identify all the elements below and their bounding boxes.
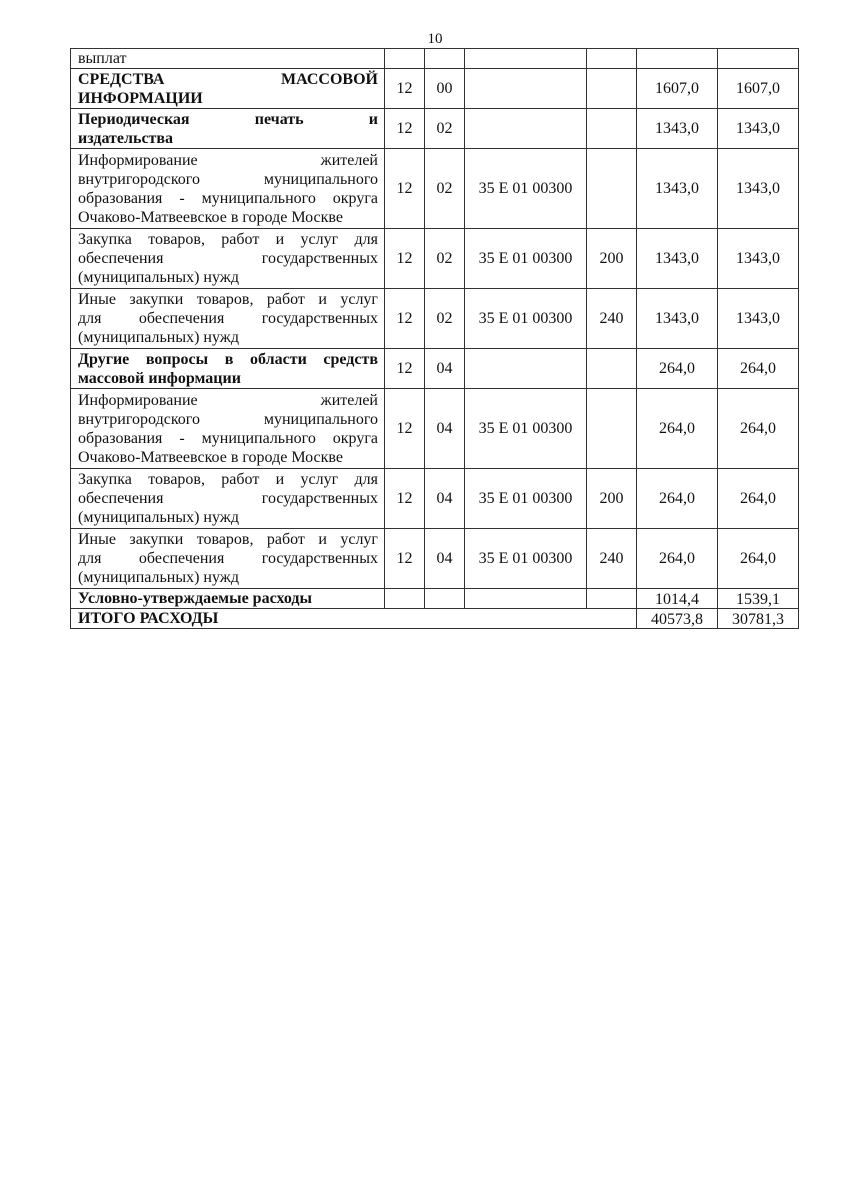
row-name-line: (муниципальных) нужд	[78, 509, 239, 526]
row-name-line: издательства	[78, 129, 174, 147]
subsection-code-cell: 00	[425, 69, 465, 109]
amount-year2-cell: 264,0	[718, 389, 799, 469]
section-code-cell	[385, 589, 425, 609]
amount-year1-cell: 1343,0	[637, 229, 718, 289]
row-name-line: (муниципальных) нужд	[78, 329, 239, 346]
section-code-cell: 12	[385, 389, 425, 469]
row-name-line: Периодическая печать и	[78, 110, 378, 128]
target-article-cell: 35 Е 01 00300	[465, 229, 587, 289]
table-row	[71, 529, 799, 589]
target-article-cell	[465, 349, 587, 389]
subsection-code-cell: 04	[425, 469, 465, 529]
budget-table	[70, 48, 799, 629]
row-name-line: внутригородского муниципального	[78, 170, 378, 188]
row-name-line: Закупка товаров, работ и услуг для	[78, 471, 378, 488]
amount-year2-cell: 1539,1	[718, 589, 799, 609]
row-name-cell	[71, 69, 385, 109]
table-row	[71, 389, 799, 469]
amount-year2-cell: 1607,0	[718, 69, 799, 109]
row-name-line: обеспечения государственных	[78, 250, 378, 267]
row-name-line: Очаково-Матвеевское в городе Москве	[78, 208, 343, 226]
total-label: ИТОГО РАСХОДЫ	[71, 609, 637, 629]
amount-year1-cell: 1343,0	[637, 109, 718, 149]
row-name-cell	[71, 49, 385, 69]
table-row	[71, 589, 799, 609]
row-name-cell	[71, 469, 385, 529]
expense-type-cell	[587, 149, 637, 229]
expense-type-cell	[587, 389, 637, 469]
expense-type-cell: 200	[587, 469, 637, 529]
table-row	[71, 109, 799, 149]
row-name-line: для обеспечения государственных	[78, 550, 378, 567]
section-code-cell: 12	[385, 469, 425, 529]
amount-year2-cell	[718, 49, 799, 69]
expense-type-cell: 200	[587, 229, 637, 289]
row-name-line: СРЕДСТВА МАССОВОЙ	[78, 70, 378, 88]
row-name-line: Очаково-Матвеевское в городе Москве	[78, 448, 343, 466]
total-year2-cell: 30781,3	[718, 609, 799, 629]
amount-year2-cell: 264,0	[718, 349, 799, 389]
row-name-cell	[71, 529, 385, 589]
expense-type-cell: 240	[587, 289, 637, 349]
target-article-cell: 35 Е 01 00300	[465, 529, 587, 589]
row-name-line: ИНФОРМАЦИИ	[78, 89, 203, 107]
row-name-line: (муниципальных) нужд	[78, 569, 239, 586]
subsection-code-cell: 02	[425, 109, 465, 149]
expense-type-cell	[587, 69, 637, 109]
amount-year2-cell: 1343,0	[718, 109, 799, 149]
section-code-cell: 12	[385, 349, 425, 389]
section-code-cell: 12	[385, 529, 425, 589]
table-row	[71, 69, 799, 109]
expense-type-cell: 240	[587, 529, 637, 589]
section-code-cell: 12	[385, 109, 425, 149]
row-name-cell	[71, 289, 385, 349]
row-name-line: массовой информации	[78, 369, 241, 387]
section-code-cell: 12	[385, 149, 425, 229]
table-row	[71, 289, 799, 349]
amount-year2-cell: 264,0	[718, 469, 799, 529]
amount-year1-cell: 264,0	[637, 389, 718, 469]
row-name-cell	[71, 149, 385, 229]
target-article-cell: 35 Е 01 00300	[465, 469, 587, 529]
subsection-code-cell: 02	[425, 229, 465, 289]
amount-year2-cell: 1343,0	[718, 289, 799, 349]
budget-table-body	[71, 49, 799, 629]
amount-year1-cell: 1014,4	[637, 589, 718, 609]
row-name-cell	[71, 349, 385, 389]
expense-type-cell	[587, 349, 637, 389]
amount-year1-cell: 264,0	[637, 349, 718, 389]
subsection-code-cell: 04	[425, 389, 465, 469]
target-article-cell	[465, 69, 587, 109]
amount-year1-cell: 1343,0	[637, 289, 718, 349]
section-code-cell	[385, 49, 425, 69]
total-year1-cell: 40573,8	[637, 609, 718, 629]
target-article-cell: 35 Е 01 00300	[465, 389, 587, 469]
target-article-cell: 35 Е 01 00300	[465, 149, 587, 229]
table-row	[71, 349, 799, 389]
amount-year2-cell: 264,0	[718, 529, 799, 589]
row-name-line: для обеспечения государственных	[78, 310, 378, 327]
row-name-line: Информирование жителей	[78, 391, 378, 409]
section-code-cell: 12	[385, 289, 425, 349]
row-name-line: Иные закупки товаров, работ и услуг	[78, 531, 378, 548]
row-name-line: Другие вопросы в области средств	[78, 350, 378, 368]
subsection-code-cell	[425, 589, 465, 609]
amount-year2-cell: 1343,0	[718, 149, 799, 229]
row-name-cell	[71, 589, 385, 609]
amount-year2-cell: 1343,0	[718, 229, 799, 289]
row-name-line: образования - муниципального округа	[78, 429, 378, 447]
target-article-cell	[465, 109, 587, 149]
row-name-line: Иные закупки товаров, работ и услуг	[78, 291, 378, 308]
amount-year1-cell: 1607,0	[637, 69, 718, 109]
amount-year1-cell: 264,0	[637, 469, 718, 529]
row-name-line: Закупка товаров, работ и услуг для	[78, 231, 378, 248]
row-name-line: выплат	[78, 50, 127, 67]
amount-year1-cell	[637, 49, 718, 69]
row-name-line: обеспечения государственных	[78, 490, 378, 507]
table-row	[71, 149, 799, 229]
table-row	[71, 229, 799, 289]
section-code-cell: 12	[385, 69, 425, 109]
amount-year1-cell: 1343,0	[637, 149, 718, 229]
row-name-line: образования - муниципального округа	[78, 189, 378, 207]
expense-type-cell	[587, 589, 637, 609]
target-article-cell	[465, 589, 587, 609]
subsection-code-cell	[425, 49, 465, 69]
row-name-line: внутригородского муниципального	[78, 410, 378, 428]
row-name-cell	[71, 109, 385, 149]
row-name-line: Информирование жителей	[78, 151, 378, 169]
row-name-line: (муниципальных) нужд	[78, 269, 239, 286]
subsection-code-cell: 04	[425, 349, 465, 389]
amount-year1-cell: 264,0	[637, 529, 718, 589]
expense-type-cell	[587, 109, 637, 149]
page-number: 10	[427, 31, 443, 47]
table-row	[71, 469, 799, 529]
row-name-cell	[71, 229, 385, 289]
subsection-code-cell: 02	[425, 149, 465, 229]
subsection-code-cell: 02	[425, 289, 465, 349]
target-article-cell	[465, 49, 587, 69]
subsection-code-cell: 04	[425, 529, 465, 589]
section-code-cell: 12	[385, 229, 425, 289]
expense-type-cell	[587, 49, 637, 69]
row-name-cell	[71, 389, 385, 469]
total-row	[71, 609, 799, 629]
target-article-cell: 35 Е 01 00300	[465, 289, 587, 349]
table-row	[71, 49, 799, 69]
row-name-line: Условно-утверждаемые расходы	[78, 590, 312, 607]
